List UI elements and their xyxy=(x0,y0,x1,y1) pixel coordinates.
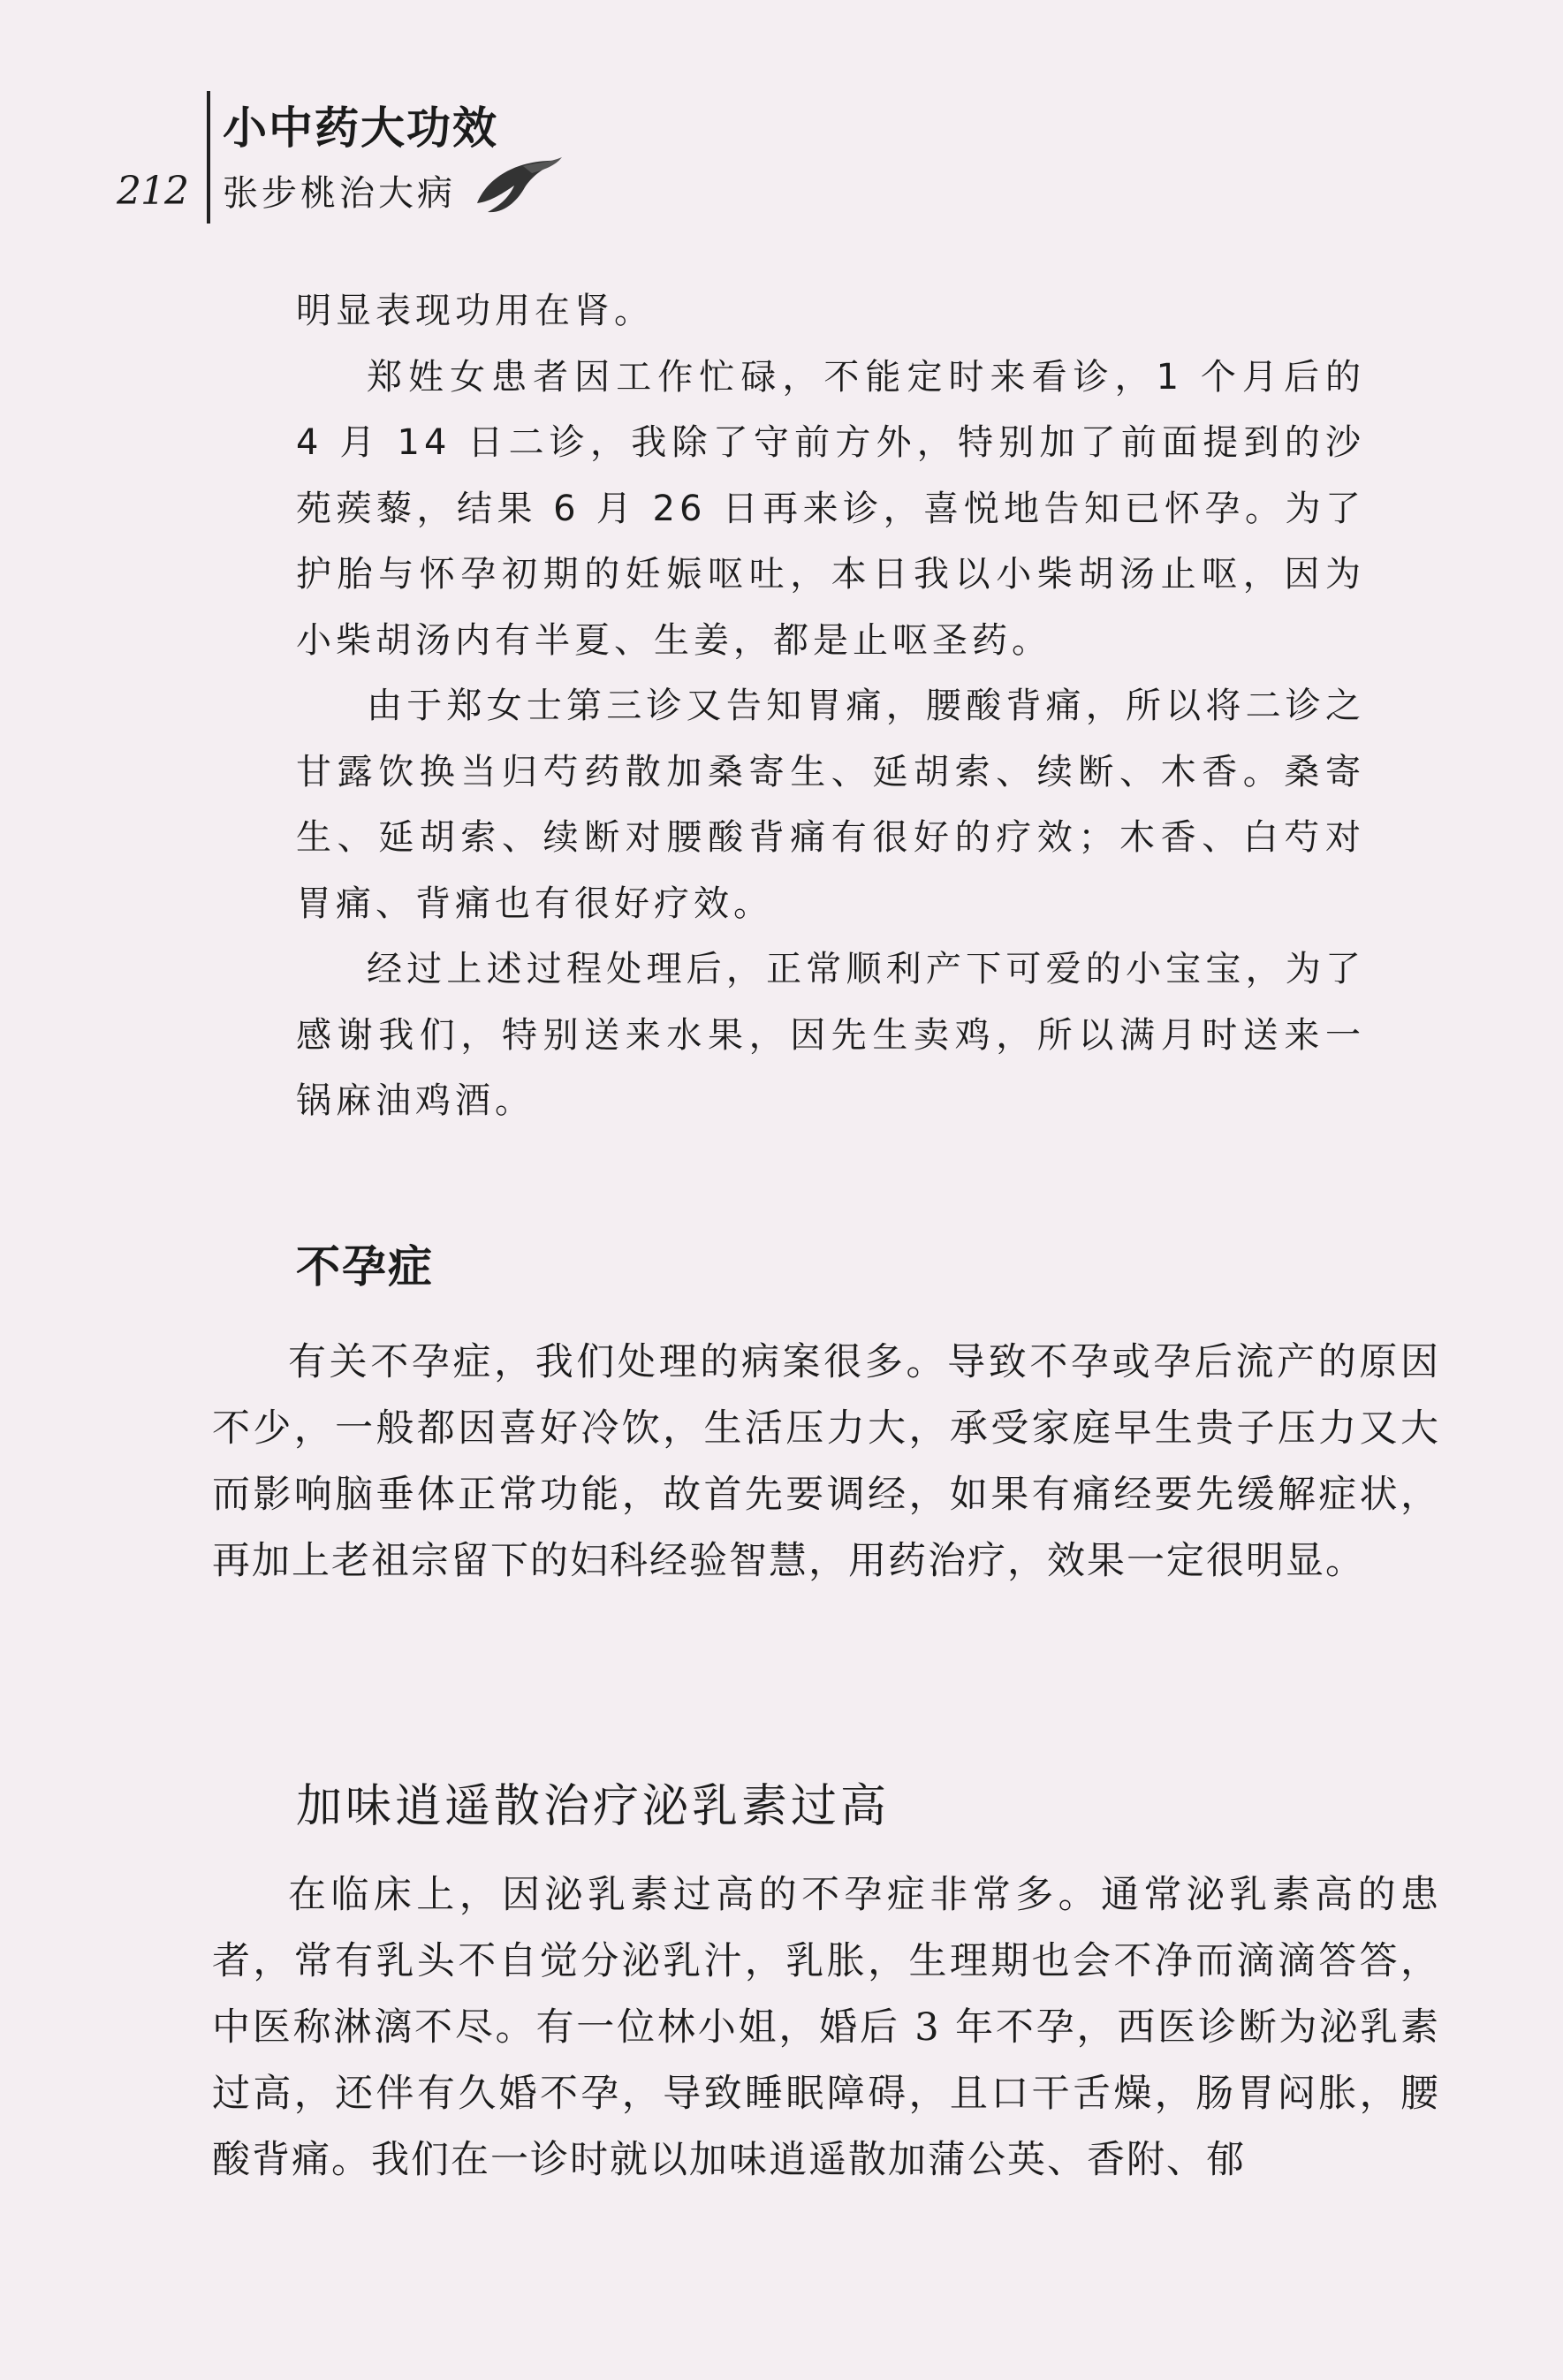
header-divider xyxy=(207,91,210,224)
subsection-body xyxy=(212,1862,1440,2194)
page-number: 212 xyxy=(117,169,188,214)
paragraph: 由于郑女士第三诊又告知胃痛，腰酸背痛，所以将二诊之甘露饮换当归芍药散加桑寄生、延胡索、续断、木香。桑寄生、延胡索、续断对腰酸背痛有很好的疗效；木香、白芍对胃痛、背痛也有很好疗效。 xyxy=(296,686,1365,924)
paragraph: 在临床上，因泌乳素过高的不孕症非常多。通常泌乳素高的患者，常有乳头不自觉分泌乳汁，乳胀，生理期也会不净而滴滴答答，中医称淋漓不尽。有一位林小姐，婚后 3 年不孕，西医诊断为泌乳素过高，还伴有久婚不孕，导致睡眠障碍，且口干舌燥，肠胃闷胀，腰酸背痛。我们在一诊时就以加味逍遥散加蒲公英、香附、郁 xyxy=(212,1873,1440,2182)
running-header xyxy=(108,84,585,225)
paragraph: 郑姓女患者因工作忙碌，不能定时来看诊，1 个月后的 4 月 14 日二诊，我除了守前方外，特别加了前面提到的沙苑蒺藜，结果 6 月 26 日再来诊，喜悦地告知已怀孕。为了护胎与怀孕初期的妊娠呕吐，本日我以小柴胡汤止呕，因为小柴胡汤内有半夏、生姜，都是止呕圣药。 xyxy=(296,356,1365,661)
case-continuation xyxy=(296,278,1365,1134)
brush-stroke-icon xyxy=(470,150,567,221)
paragraph: 明显表现功用在肾。 xyxy=(296,291,654,331)
paragraph: 有关不孕症，我们处理的病案很多。导致不孕或孕后流产的原因不少，一般都因喜好冷饮，生活压力大，承受家庭早生贵子压力又大而影响脑垂体正常功能，故首先要调经，如果有痛经要先缓解症状，再加上老祖宗留下的妇科经验智慧，用药治疗，效果一定很明显。 xyxy=(212,1340,1440,1583)
book-subtitle: 张步桃治大病 xyxy=(223,173,456,214)
subsection-heading: 加味逍遥散治疗泌乳素过高 xyxy=(296,1780,891,1833)
paragraph: 经过上述过程处理后，正常顺利产下可爱的小宝宝，为了感谢我们，特别送来水果，因先生卖鸡，所以满月时送来一锅麻油鸡酒。 xyxy=(296,949,1365,1121)
section-heading: 不孕症 xyxy=(296,1240,434,1292)
section-intro xyxy=(212,1330,1440,1595)
book-title: 小中药大功效 xyxy=(223,102,498,154)
